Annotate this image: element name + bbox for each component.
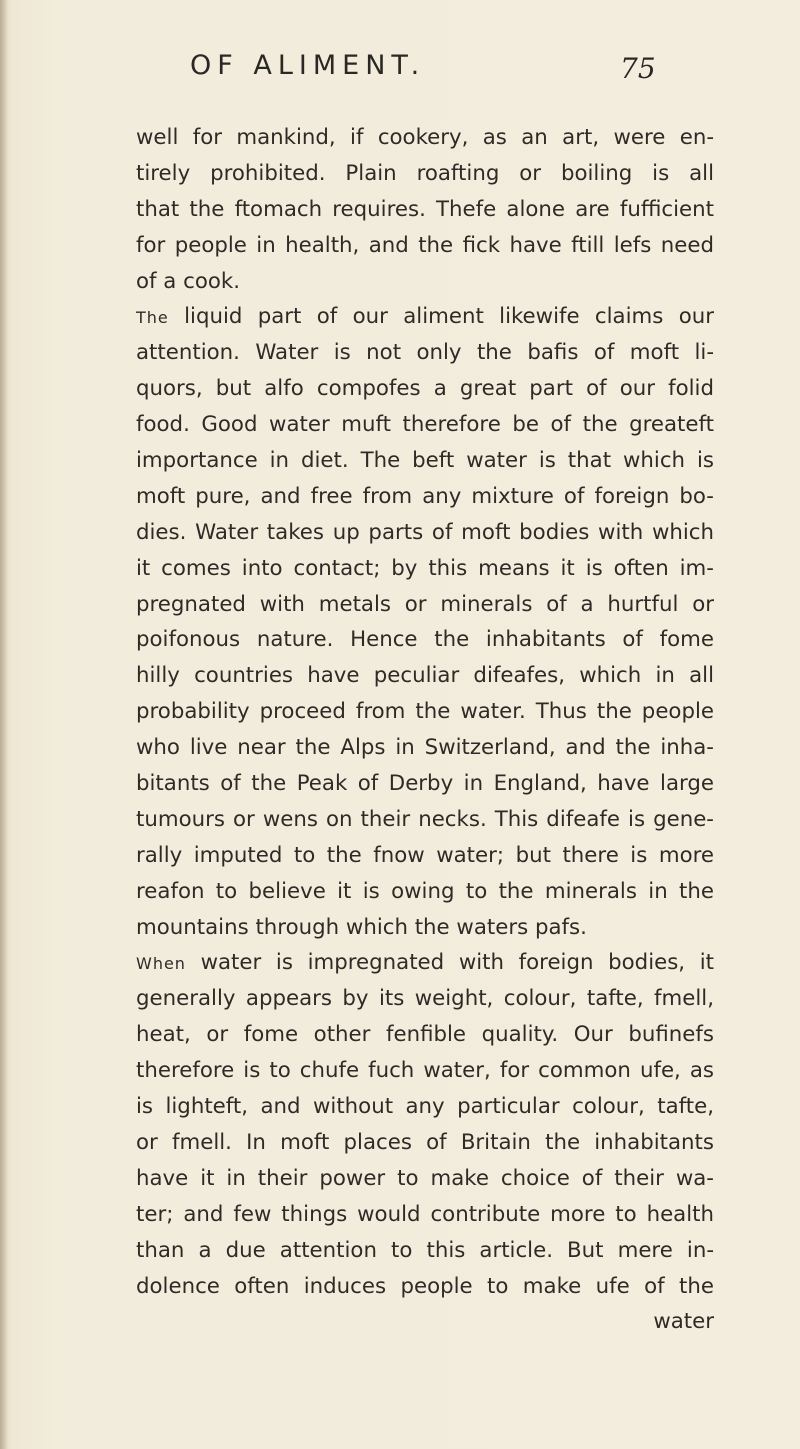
text-line: therefore is to chufe fuch water, for common ufe, as <box>136 1058 714 1084</box>
text-line: tirely prohibited. Plain roafting or boiling is all <box>136 160 714 186</box>
catchword: water <box>653 1309 714 1335</box>
text-line: poifonous nature. Hence the inhabitants of fome <box>136 627 714 653</box>
page-header <box>0 50 800 90</box>
text-line: pregnated with metals or minerals of a hurtful or <box>136 591 714 617</box>
text-line: rally imputed to the fnow water; but there is more <box>136 842 714 868</box>
text-line: heat, or fome other fenfible quality. Our bufinefs <box>136 1022 714 1048</box>
text-line: probability proceed from the water. Thus the people <box>136 699 714 725</box>
running-head: OF ALIMENT. <box>190 50 426 81</box>
body-text <box>136 120 714 1340</box>
text-line: than a due attention to this article. But mere in- <box>136 1237 714 1263</box>
gutter-shadow <box>0 0 8 1449</box>
text-line: attention. Water is not only the bafis of moft li- <box>136 340 714 366</box>
text-line: ter; and few things would contribute more to health <box>136 1201 714 1227</box>
page-number: 75 <box>620 52 656 85</box>
text-line: or fmell. In moft places of Britain the inhabitants <box>136 1129 714 1155</box>
text-line: bitants of the Peak of Derby in England, have large <box>136 771 714 797</box>
text-line: generally appears by its weight, colour, tafte, fmell, <box>136 986 714 1012</box>
text-line: is lighteft, and without any particular colour, tafte, <box>136 1094 714 1120</box>
text-line: of a cook. <box>136 268 240 294</box>
text-line: mountains through which the waters pafs. <box>136 914 587 940</box>
small-caps-lead: When <box>136 954 186 974</box>
text-line: who live near the Alps in Switzerland, and the inha- <box>136 735 714 761</box>
text-line: it comes into contact; by this means it is often im- <box>136 555 714 581</box>
small-caps-lead: The <box>136 308 169 328</box>
text-line: well for mankind, if cookery, as an art, were en- <box>136 125 714 150</box>
text-line: food. Good water muft therefore be of the greateft <box>136 412 714 438</box>
text-line: dolence often induces people to make ufe of the <box>136 1273 714 1299</box>
text-line-rest: water is impregnated with foreign bodies, it <box>185 950 714 976</box>
text-line: reafon to believe it is owing to the minerals in the <box>136 878 714 904</box>
text-line: tumours or wens on their necks. This difeafe is gene- <box>136 806 714 832</box>
text-line: have it in their power to make choice of their wa- <box>136 1165 714 1191</box>
text-line: for people in health, and the fick have ftill lefs need <box>136 232 714 258</box>
text-line: quors, but alfo compofes a great part of our folid <box>136 376 714 402</box>
text-line: moft pure, and free from any mixture of foreign bo- <box>136 483 714 509</box>
paragraph-first-line <box>136 945 714 981</box>
paragraph-first-line <box>136 299 714 335</box>
text-line: dies. Water takes up parts of moft bodies with which <box>136 519 714 545</box>
text-line: that the ftomach requires. Thefe alone are fufficient <box>136 196 714 222</box>
text-line: importance in diet. The beft water is that which is <box>136 448 714 474</box>
text-line-rest: liquid part of our aliment likewife claims our <box>168 304 714 330</box>
text-line: hilly countries have peculiar difeafes, which in all <box>136 663 714 689</box>
